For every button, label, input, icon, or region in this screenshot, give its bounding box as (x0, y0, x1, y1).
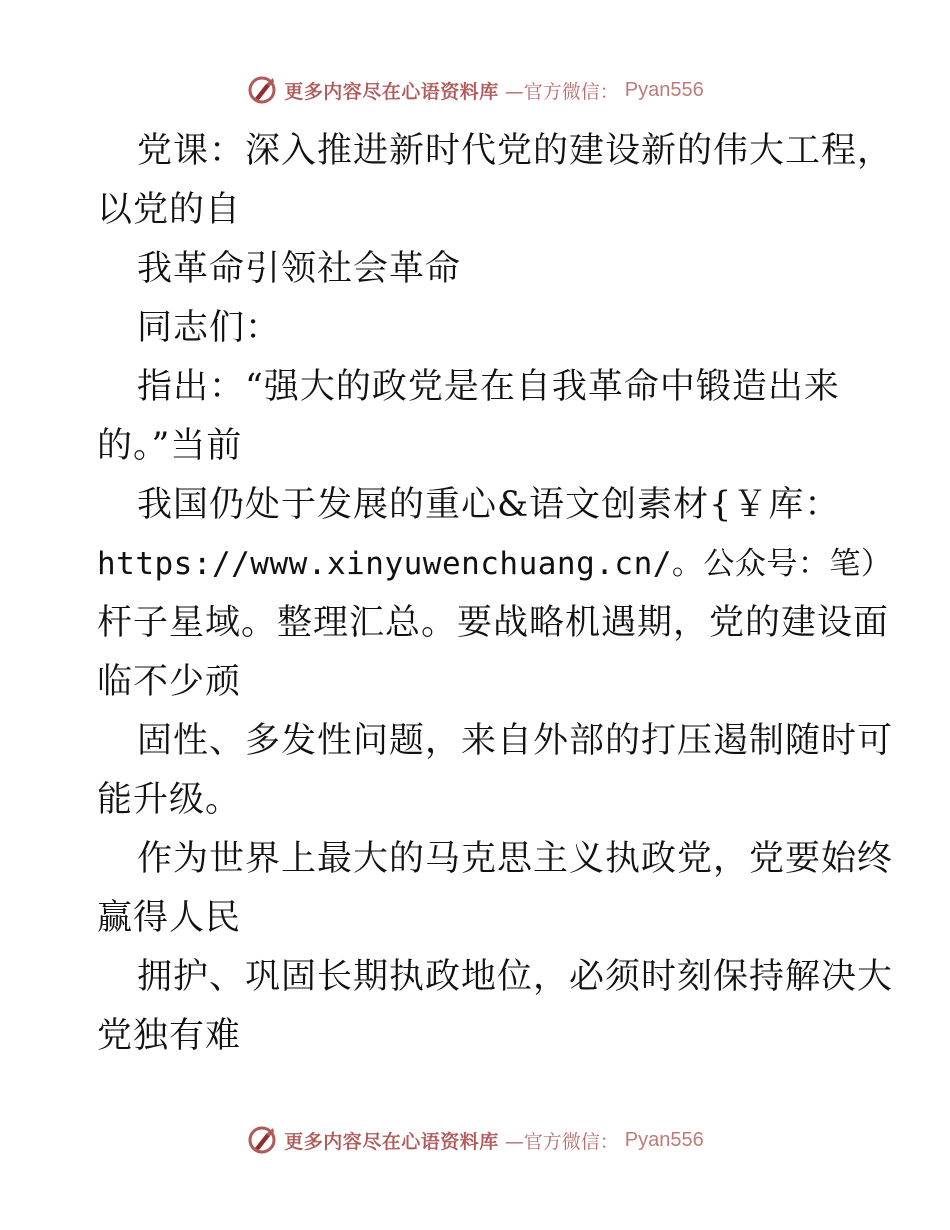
body-line: 临不少顽 (97, 662, 242, 702)
banner-title: 更多内容尽在心语资料库 (284, 80, 499, 103)
body-line: 拥护、巩固长期执政地位，必须时刻保持解决大 (137, 957, 894, 997)
body-line: 我国仍处于发展的重心&语文创素材{￥库： (137, 485, 841, 525)
body-line: 指出：“强大的政党是在自我革命中锻造出来 (137, 367, 840, 407)
banner-wechat-id: Pyan556 (624, 78, 704, 101)
pen-nib-circle-icon (246, 74, 278, 106)
pen-nib-circle-icon (246, 1124, 278, 1156)
body-line: 的。”当前 (97, 426, 243, 466)
body-line: 作为世界上最大的马克思主义执政党，党要始终 (137, 839, 894, 879)
body-line: 同志们： (137, 308, 282, 348)
body-line: 党课：深入推进新时代党的建设新的伟大工程， (137, 131, 894, 171)
banner-wechat-id: Pyan556 (624, 1128, 704, 1151)
document-body (97, 122, 894, 1066)
header-banner (0, 70, 950, 110)
body-line: 杆子星域。整理汇总。要战略机遇期，党的建设面 (97, 603, 890, 643)
banner-separator: —官方微信： (504, 1130, 619, 1153)
body-line: 固性、多发性问题，来自外部的打压遏制随时可 (137, 721, 894, 761)
banner-title: 更多内容尽在心语资料库 (284, 1130, 499, 1153)
body-line: 以党的自 (97, 190, 242, 230)
banner-separator: —官方微信： (504, 80, 619, 103)
footer-banner (0, 1120, 950, 1160)
body-line-url: https://www.xinyuwenchuang.cn/。公众号：笔） (97, 546, 893, 582)
body-line: 我革命引领社会革命 (137, 249, 462, 289)
body-line: 党独有难 (97, 1016, 242, 1056)
body-line: 赢得人民 (97, 898, 242, 938)
body-line: 能升级。 (97, 780, 242, 820)
